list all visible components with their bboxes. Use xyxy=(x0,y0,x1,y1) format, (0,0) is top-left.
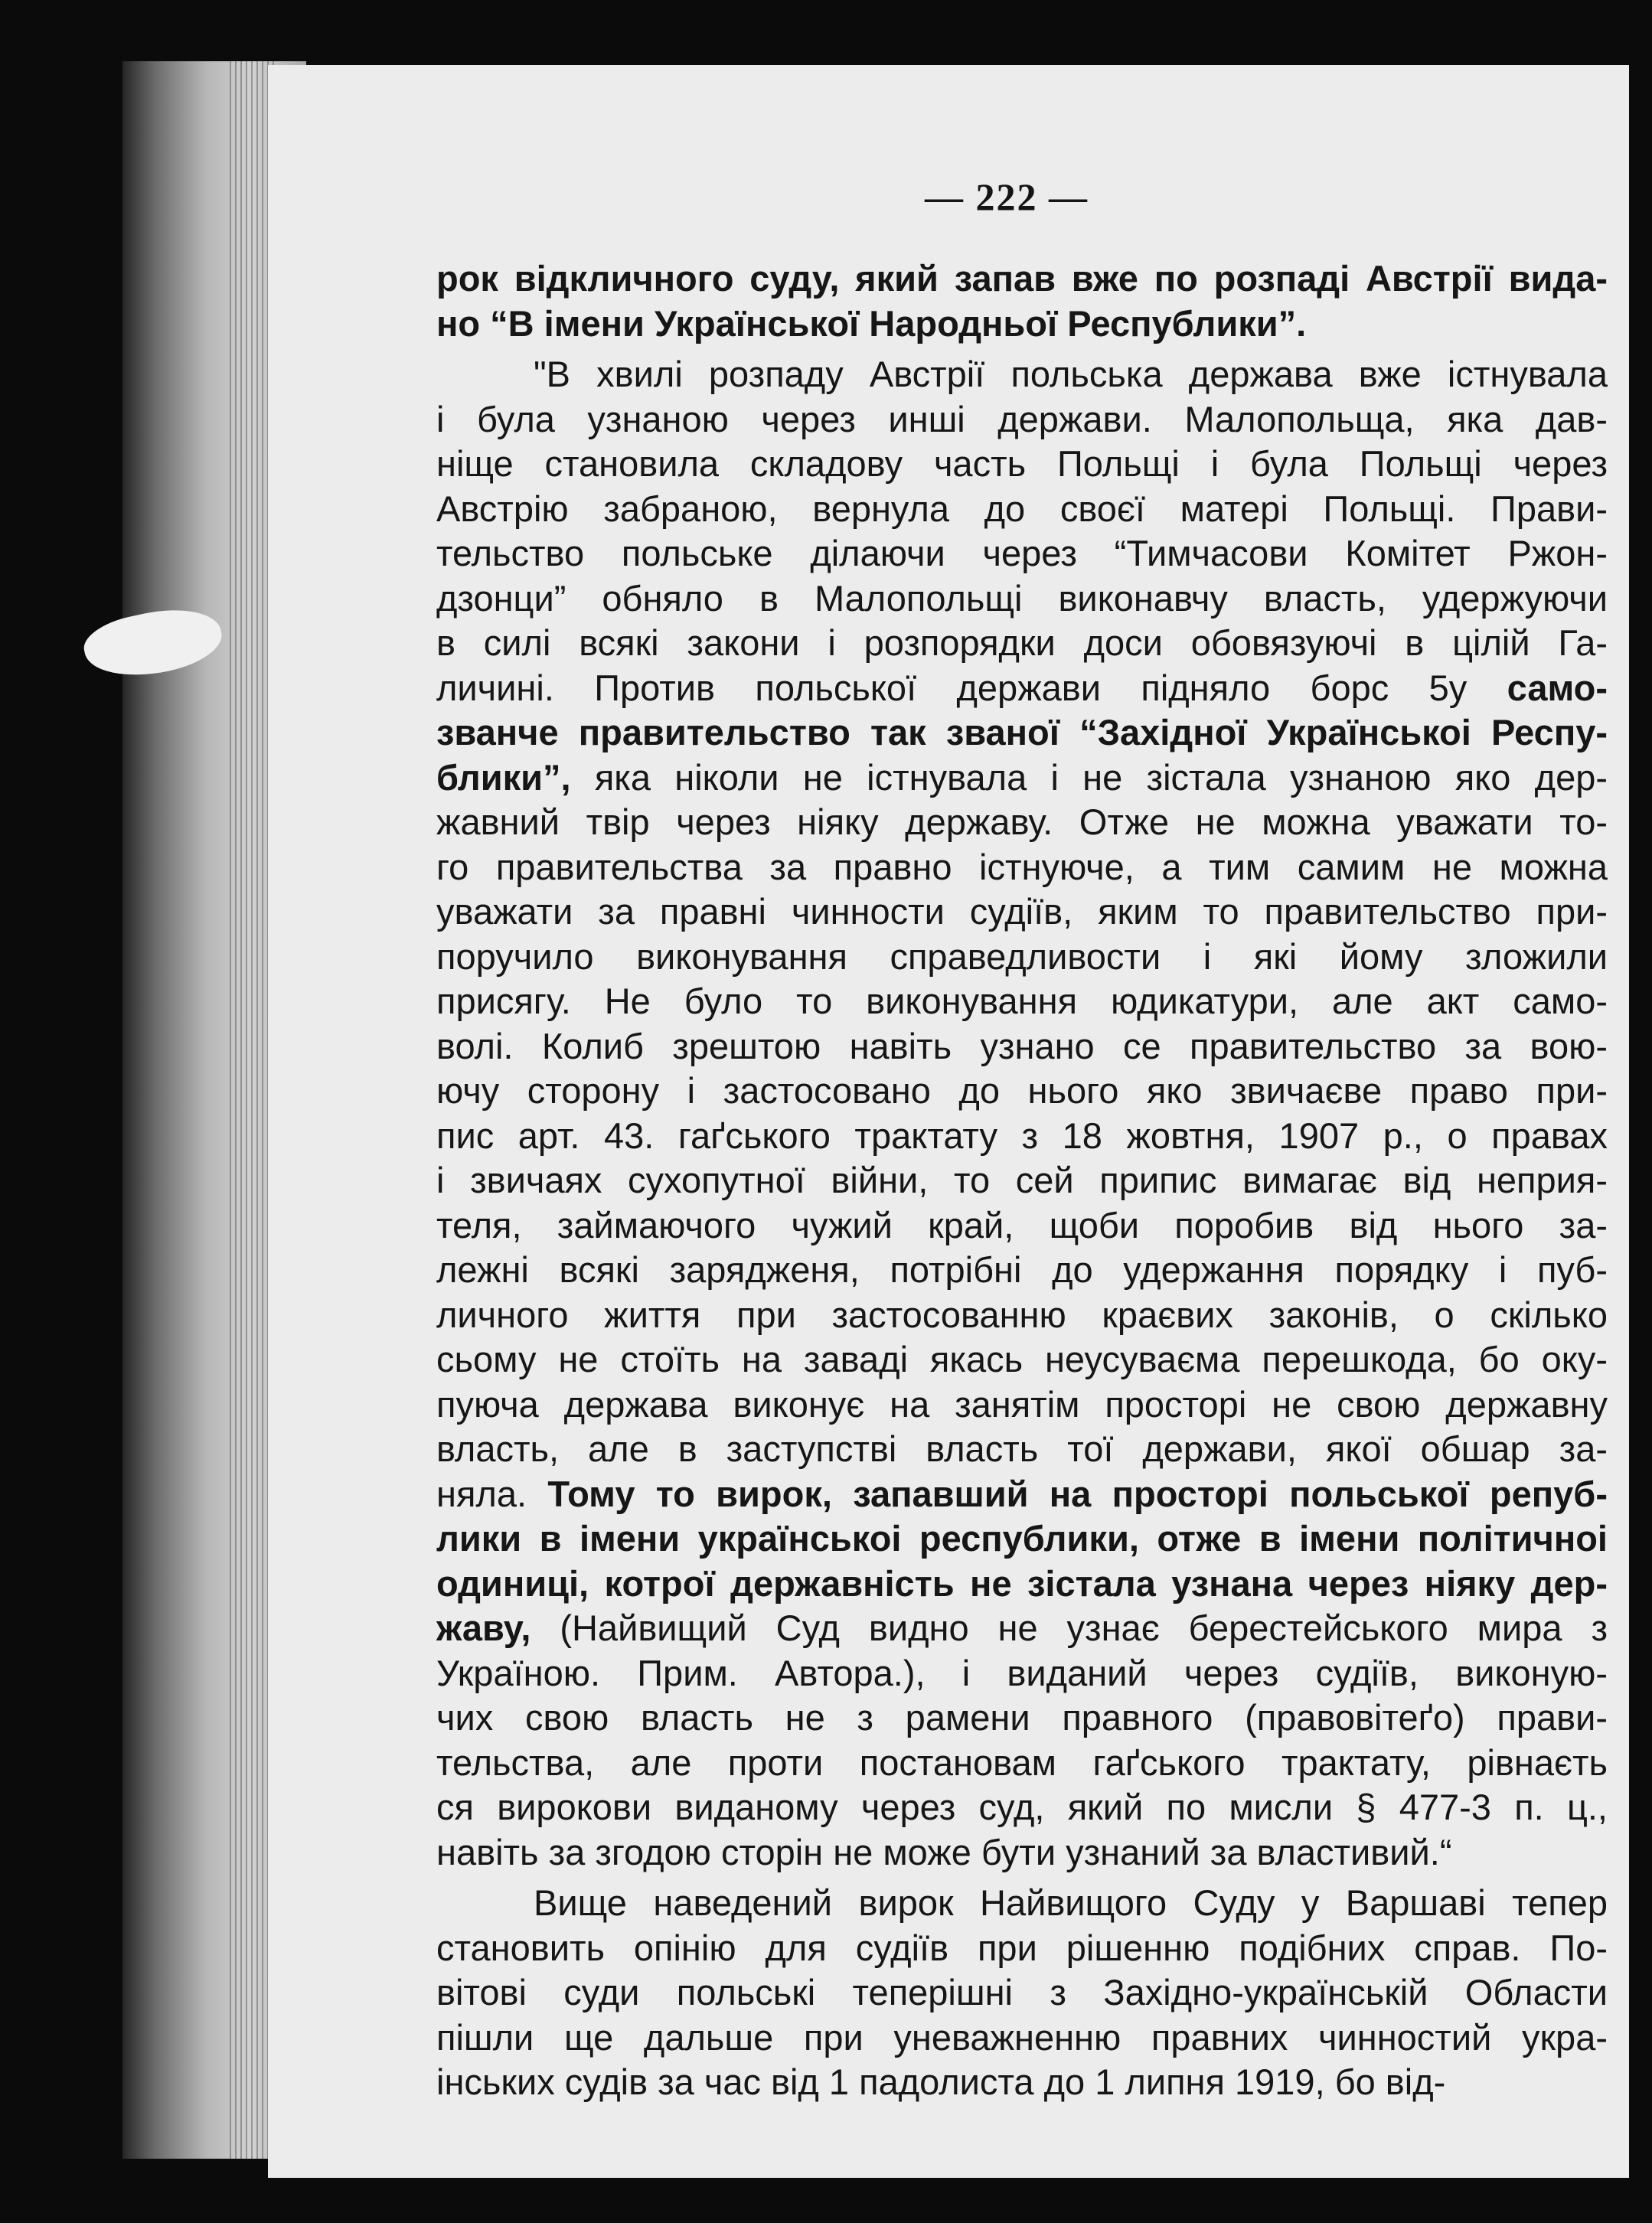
text-run: пис арт. 43. гаґського трактату з 18 жовтня, 1907 р., о правах xyxy=(436,1115,1608,1156)
text-run: ніще становила складову часть Польщі і була Польщі через xyxy=(436,443,1608,484)
text-line xyxy=(436,1069,1608,1114)
text-line xyxy=(436,1696,1608,1741)
text-line xyxy=(436,1651,1608,1696)
text-line xyxy=(436,1516,1608,1562)
text-line xyxy=(436,302,1608,347)
text-line xyxy=(436,352,1608,397)
bold-text-run: жаву, xyxy=(436,1608,531,1648)
text-line xyxy=(436,1562,1608,1607)
text-run: навіть за згодою сторін не може бути узнаний за властивий.“ xyxy=(436,1831,1452,1872)
text-run: пішли ще дальше при уневажненню правних чинностий укра- xyxy=(436,2016,1608,2058)
text-line xyxy=(436,1114,1608,1159)
text-run: пуюча держава виконує на занятім просторі не свою державну xyxy=(436,1383,1608,1425)
bold-text-run: лики в імени українськоі республики, отже в імени політичноі xyxy=(436,1518,1608,1559)
text-run: ючу сторону і застосовано до нього яко звичаєве право при- xyxy=(436,1070,1608,1111)
text-line xyxy=(436,890,1608,935)
bold-text-run: Тому то вирок, запавший на просторі польської репуб- xyxy=(547,1473,1608,1514)
text-run: тельства, але проти постановам гаґського трактату, рівнаєть xyxy=(436,1742,1608,1783)
text-run: теля, займаючого чужий край, щоби поробив від нього за- xyxy=(436,1204,1608,1245)
text-line xyxy=(436,666,1608,711)
text-run: тельство польське ділаючи через “Тимчасови Комітет Ржон- xyxy=(436,533,1608,573)
body-text xyxy=(436,256,1608,2105)
text-line xyxy=(436,487,1608,532)
text-line xyxy=(436,576,1608,622)
bold-text-run: одиниці, котрої державність не зістала узнана через ніяку дер- xyxy=(436,1562,1608,1604)
text-line xyxy=(436,1158,1608,1203)
text-run: чих свою власть не з рамени правного (правовітеґо) прави- xyxy=(436,1697,1608,1738)
bold-text-run: рок відкличного суду, який запав вже по розпаді Австрії вида- xyxy=(436,258,1608,299)
text-run: Україною. Прим. Автора.), і виданий через судіїв, виконую- xyxy=(436,1652,1608,1693)
text-line xyxy=(436,1926,1608,1971)
text-run: сьому не стоїть на заваді якась неусуваєма перешкода, бо оку- xyxy=(436,1339,1608,1379)
text-run: волі. Колиб зрештою навіть узнано се правительство за вою- xyxy=(436,1025,1608,1066)
bold-text-run: но “В імени Української Народньої Республики”. xyxy=(436,302,1307,344)
text-line xyxy=(436,1741,1608,1786)
text-line xyxy=(436,1203,1608,1249)
page-number: — 222 — xyxy=(925,175,1089,218)
text-run: власть, але в заступстві власть тої держави, якої обшар за- xyxy=(436,1428,1608,1469)
text-line xyxy=(436,710,1608,756)
text-line xyxy=(436,1970,1608,2016)
bold-text-run: званче правительство так званої “Західної Українськоі Респу- xyxy=(436,712,1608,752)
text-run: няла. xyxy=(436,1473,548,1514)
text-run: Вище наведений вирок Найвищого Суду у Варшаві тепер xyxy=(534,1882,1608,1923)
text-run: інських судів за час від 1 падолиста до 1 липня 1919, бо від- xyxy=(436,2061,1446,2102)
text-run: лежні всякі зарядженя, потрібні до удержання порядку і пуб- xyxy=(436,1249,1608,1290)
text-line xyxy=(436,800,1608,845)
bold-text-run: блики”, xyxy=(436,756,571,798)
text-line xyxy=(436,1606,1608,1651)
text-run: личині. Против польської держави підняло борс 5у xyxy=(436,667,1507,708)
text-run: поручило виконування справедливости і які йому зложили xyxy=(436,935,1608,977)
text-line xyxy=(436,1881,1608,1926)
text-line xyxy=(436,756,1608,801)
text-run: (Найвищий Суд видно не узнає берестейського мира з xyxy=(531,1608,1608,1648)
text-line xyxy=(436,979,1608,1024)
text-run: вітові суди польські теперішні з Західно-українській Области xyxy=(436,1972,1608,2012)
text-run: жавний твір через ніяку державу. Отже не можна уважати то- xyxy=(436,801,1608,842)
text-line xyxy=(436,1248,1608,1293)
text-line xyxy=(436,256,1608,302)
text-run: ся вирокови виданому через суд, який по мисли § 477-3 п. ц., xyxy=(436,1787,1608,1827)
text-run: в силі всякі закони і розпорядки доси обовязуючі в цілій Га- xyxy=(436,622,1608,663)
text-line xyxy=(436,1382,1608,1428)
text-line xyxy=(436,1337,1608,1382)
text-run: присягу. Не було то виконування юдикатури, але акт само- xyxy=(436,981,1608,1021)
text-line xyxy=(436,1293,1608,1338)
text-run: Австрію забраною, вернула до своєї матері Польщі. Прави- xyxy=(436,488,1608,529)
text-line xyxy=(436,531,1608,576)
text-line xyxy=(436,1830,1608,1875)
text-run: личного життя при застосованню краєвих законів, о скілько xyxy=(436,1294,1608,1335)
text-run: "В хвилі розпаду Австрії польська держава вже істнувала xyxy=(534,354,1608,394)
text-line xyxy=(436,1427,1608,1472)
text-run: і звичаях сухопутної війни, то сей припис вимагає від неприя- xyxy=(436,1160,1608,1200)
text-run: дзонци” обняло в Малопольщі виконавчу власть, удержуючи xyxy=(436,577,1608,619)
text-run: яка ніколи не істнувала і не зістала узнаною яко дер- xyxy=(570,756,1608,798)
text-line xyxy=(436,845,1608,890)
text-line xyxy=(436,1785,1608,1830)
text-line xyxy=(436,1024,1608,1069)
text-line xyxy=(436,2060,1608,2105)
text-line xyxy=(436,621,1608,666)
text-run: становить опінію для судіїв при рішенню подібних справ. По- xyxy=(436,1927,1608,1968)
text-run: го правительства за правно істнуюче, а тим самим не можна xyxy=(436,846,1608,887)
text-line xyxy=(436,2016,1608,2061)
text-run: і була узнаною через инші держави. Малопольща, яка дав- xyxy=(436,398,1608,439)
text-line xyxy=(436,935,1608,980)
text-line xyxy=(436,1472,1608,1517)
text-line xyxy=(436,442,1608,487)
bold-text-run: само- xyxy=(1507,667,1608,708)
text-line xyxy=(436,397,1608,442)
text-run: уважати за правні чинности судіїв, яким то правительство при- xyxy=(436,891,1608,932)
